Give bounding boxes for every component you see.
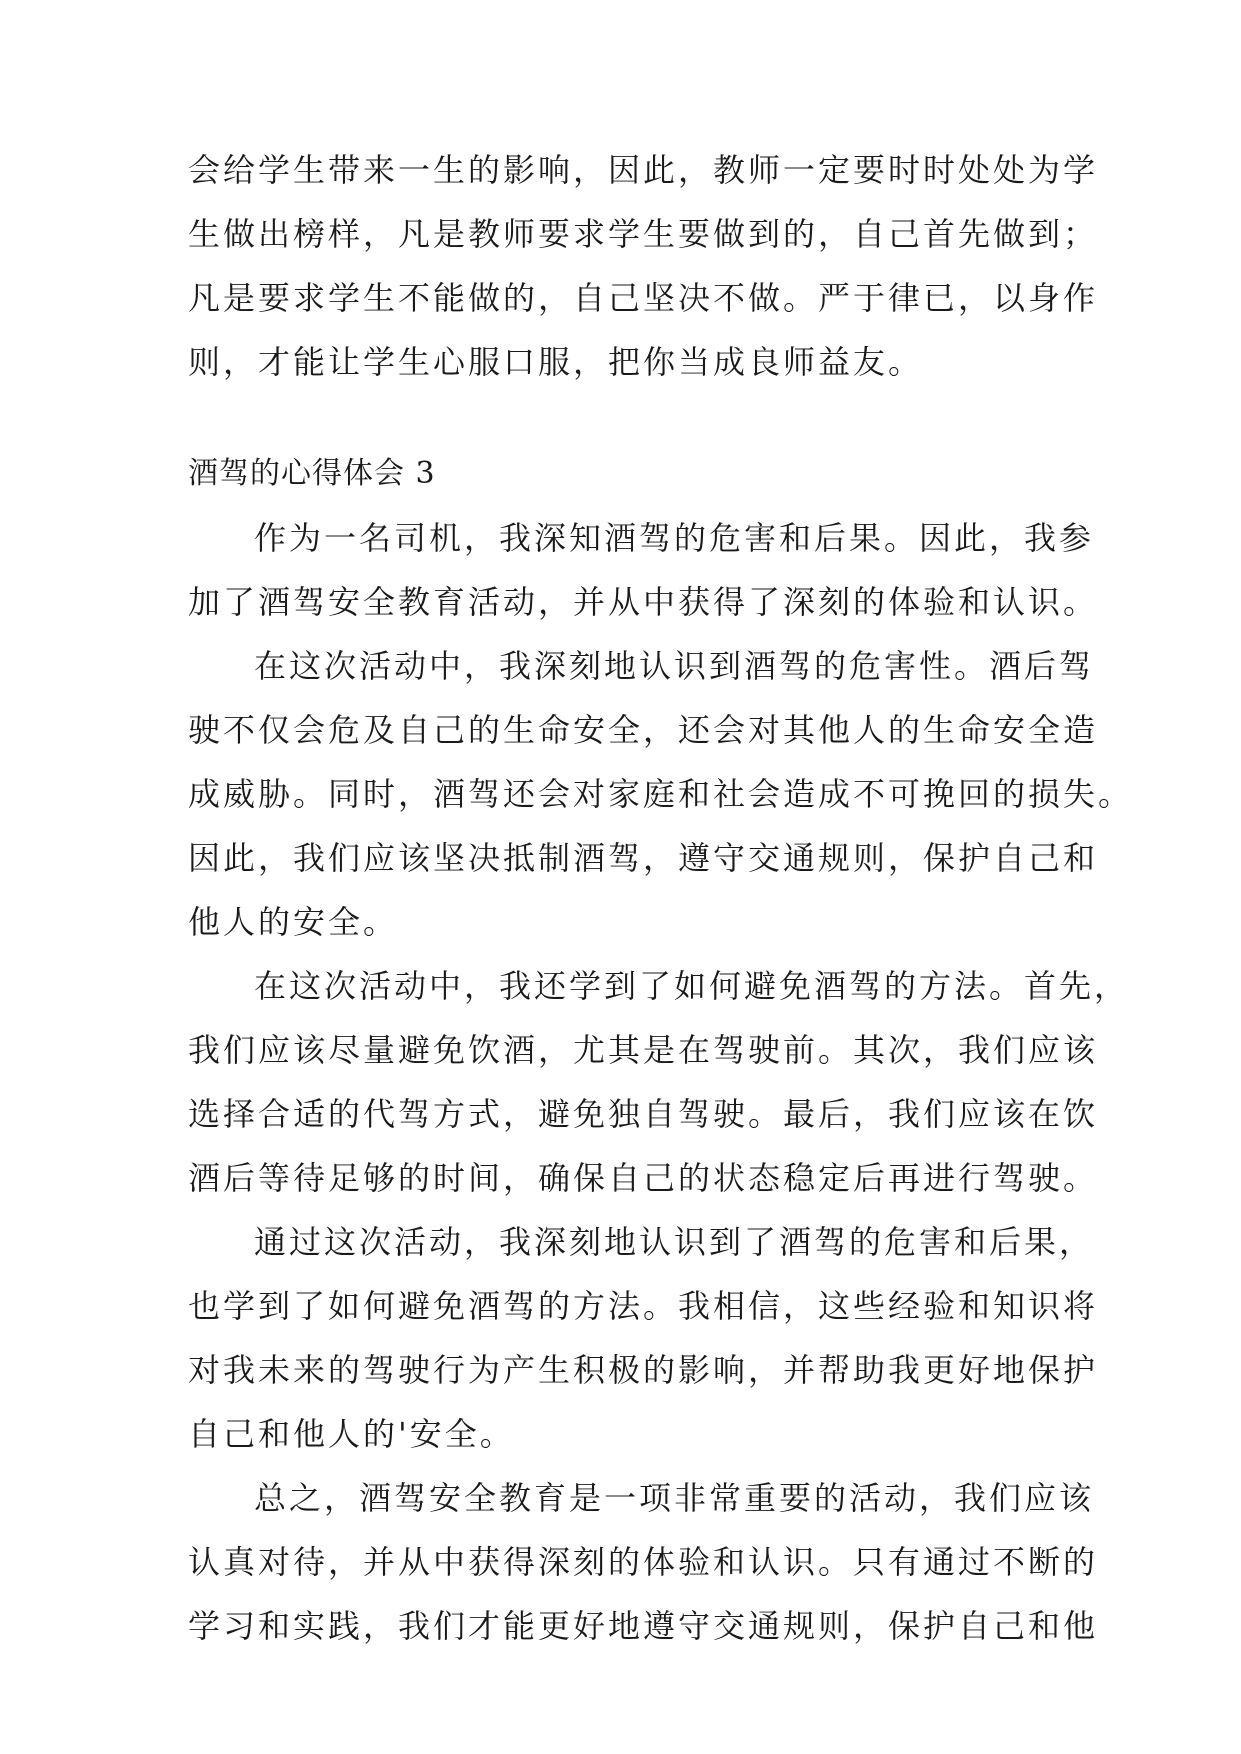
text-line: 在这次活动中，我深刻地认识到酒驾的危害性。酒后驾 xyxy=(254,647,1095,685)
continuation-paragraph xyxy=(188,138,1099,394)
paragraph-4 xyxy=(188,1210,1099,1466)
text-line: 也学到了如何避免酒驾的方法。我相信，这些经验和知识将 xyxy=(188,1287,1099,1325)
text-line: 加了酒驾安全教育活动，并从中获得了深刻的体验和认识。 xyxy=(188,583,1099,621)
text-line: 学习和实践，我们才能更好地遵守交通规则，保护自己和他 xyxy=(188,1607,1099,1645)
paragraph-2 xyxy=(188,634,1134,954)
text-line: 凡是要求学生不能做的，自己坚决不做。严于律已，以身作 xyxy=(188,279,1099,317)
text-line: 则，才能让学生心服口服，把你当成良师益友。 xyxy=(188,343,924,381)
section-heading-block xyxy=(188,442,1058,506)
text-line: 认真对待，并从中获得深刻的体验和认识。只有通过不断的 xyxy=(188,1543,1099,1581)
text-line: 我们应该尽量避免饮酒，尤其是在驾驶前。其次，我们应该 xyxy=(188,1031,1099,1069)
text-line: 在这次活动中，我还学到了如何避免酒驾的方法。首先， xyxy=(254,967,1130,1005)
text-line: 驶不仅会危及自己的生命安全，还会对其他人的生命安全造 xyxy=(188,711,1099,749)
text-line: 因此，我们应该坚决抵制酒驾，遵守交通规则，保护自己和 xyxy=(188,839,1099,877)
text-line: 作为一名司机，我深知酒驾的危害和后果。因此，我参 xyxy=(254,519,1095,557)
text-line: 会给学生带来一生的影响，因此，教师一定要时时处处为学 xyxy=(188,151,1099,189)
section-heading: 酒驾的心得体会 3 xyxy=(188,456,436,491)
paragraph-5 xyxy=(188,1466,1099,1658)
text-line: 成威胁。同时，酒驾还会对家庭和社会造成不可挽回的损失。 xyxy=(188,775,1134,813)
text-line: 选择合适的代驾方式，避免独自驾驶。最后，我们应该在饮 xyxy=(188,1095,1099,1133)
text-line: 生做出榜样，凡是教师要求学生要做到的，自己首先做到； xyxy=(188,215,1099,253)
paragraph-3 xyxy=(188,954,1130,1210)
text-line: 总之，酒驾安全教育是一项非常重要的活动，我们应该 xyxy=(254,1479,1095,1517)
text-line: 通过这次活动，我深刻地认识到了酒驾的危害和后果， xyxy=(254,1223,1095,1261)
text-line: 酒后等待足够的时间，确保自己的状态稳定后再进行驾驶。 xyxy=(188,1159,1099,1197)
text-line: 对我未来的驾驶行为产生积极的影响，并帮助我更好地保护 xyxy=(188,1351,1099,1389)
paragraph-1 xyxy=(188,506,1099,634)
text-line: 自己和他人的'安全。 xyxy=(188,1415,515,1453)
text-line: 他人的安全。 xyxy=(188,903,399,941)
